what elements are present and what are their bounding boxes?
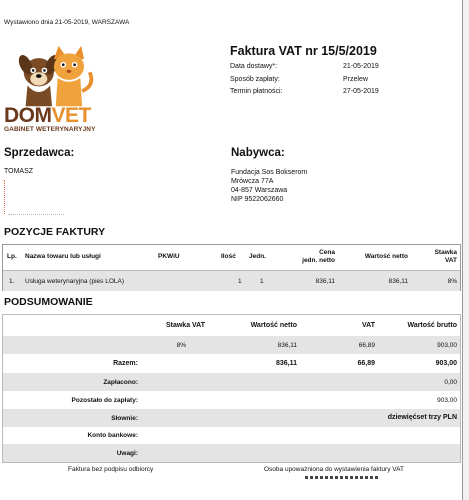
payment-method-label: Sposób zapłaty: [230,75,280,83]
issue-date-place: Wystawiono dnia 21-05-2019, WARSZAWA [4,19,130,26]
col-unit: Jedn. [249,253,266,260]
col-name: Nazwa towaru lub usługi [25,253,101,260]
words-value: dziewięćset trzy PLN [387,414,457,421]
col-pkwiu: PKWiU [158,253,180,260]
col-qty: Ilość [221,253,236,260]
row-name: Usługa weterynaryjna (pies LOLA) [25,278,124,285]
rate-value: 8% [176,342,186,349]
paid-label: Zapłacono: [103,379,138,386]
paid-row [3,373,460,391]
row-lp: 1. [9,278,15,285]
due-value: 903,00 [437,397,457,404]
col-vat: VAT [362,322,375,329]
signature-stamp-fragment [305,476,380,479]
notes-row [3,444,460,462]
delivery-date-label: Data dostawy*: [230,63,278,70]
account-row [3,427,460,444]
col-price: Cena jedn. netto [302,249,335,264]
invoice-title: Faktura VAT nr 15/5/2019 [230,44,377,58]
domvet-logo [4,44,100,110]
words-label: Słownie: [111,415,138,422]
buyer-name: Fundacja Sos Bokserom [231,169,308,176]
summary-total-row [3,354,460,373]
col-net-value: Wartość netto [250,322,297,329]
total-net: 836,11 [275,360,297,367]
items-heading: POZYCJE FAKTURY [4,226,106,238]
col-vat-rate: Stawka VAT [165,322,205,329]
buyer-street: Mrówcza 77A [231,178,274,185]
seller-name: TOMASZ [4,168,34,175]
items-header-row [3,245,460,270]
table-row [3,270,460,291]
buyer-city: 04-857 Warszawa [231,187,288,194]
items-table [2,244,461,291]
brand-wordmark: DOMVET [4,104,91,127]
buyer-nip: NIP 9522062660 [231,196,284,203]
account-label: Konto bankowe: [87,432,138,439]
summary-heading: PODSUMOWANIE [4,296,93,308]
invoice-meta-labels [230,61,283,99]
delivery-date-value: 21-05-2019 [343,63,379,70]
summary-rate-row [3,336,460,354]
seller-redacted-line [8,214,64,216]
total-gross: 903,00 [435,360,457,367]
due-label: Pozostało do zapłaty: [71,397,138,404]
invoice-meta-values [343,61,379,99]
row-net: 836,11 [388,278,408,285]
payment-method-value: Przelew [343,75,368,83]
buyer-address [231,168,307,204]
col-rate: Stawka VAT [434,249,457,264]
page-right-edge [462,0,469,500]
col-lp: Lp. [7,253,17,260]
total-label: Razem: [113,360,138,367]
due-row [3,391,460,409]
col-net: Wartość netto [364,253,408,260]
brand-subtitle: GABINET WETERYNARYJNY [4,126,96,133]
row-price: 836,11 [315,278,335,285]
col-gross: Wartość brutto [407,322,457,329]
total-vat: 66,89 [357,360,375,367]
rate-gross: 903,00 [437,342,457,349]
words-row [3,409,460,427]
row-qty: 1 [238,278,242,285]
buyer-heading: Nabywca: [231,147,285,159]
rate-vat: 66,89 [358,342,375,349]
seller-redacted-mark [4,180,6,214]
payment-due-value: 27-05-2019 [343,88,379,95]
paid-value: 0,00 [444,379,457,386]
row-unit: 1 [260,278,264,285]
footer-right-signature: Osoba upoważniona do wystawienia faktury VAT [264,466,404,473]
summary-header-row [3,315,460,336]
seller-heading: Sprzedawca: [4,147,75,159]
payment-due-label: Termin płatności: [230,88,283,95]
notes-label: Uwagi: [116,450,138,457]
rate-net: 836,11 [277,342,297,349]
row-rate: 8% [447,278,457,285]
footer-left-signature: Faktura bez podpisu odbiorcy [68,466,154,473]
summary-table [2,314,461,463]
